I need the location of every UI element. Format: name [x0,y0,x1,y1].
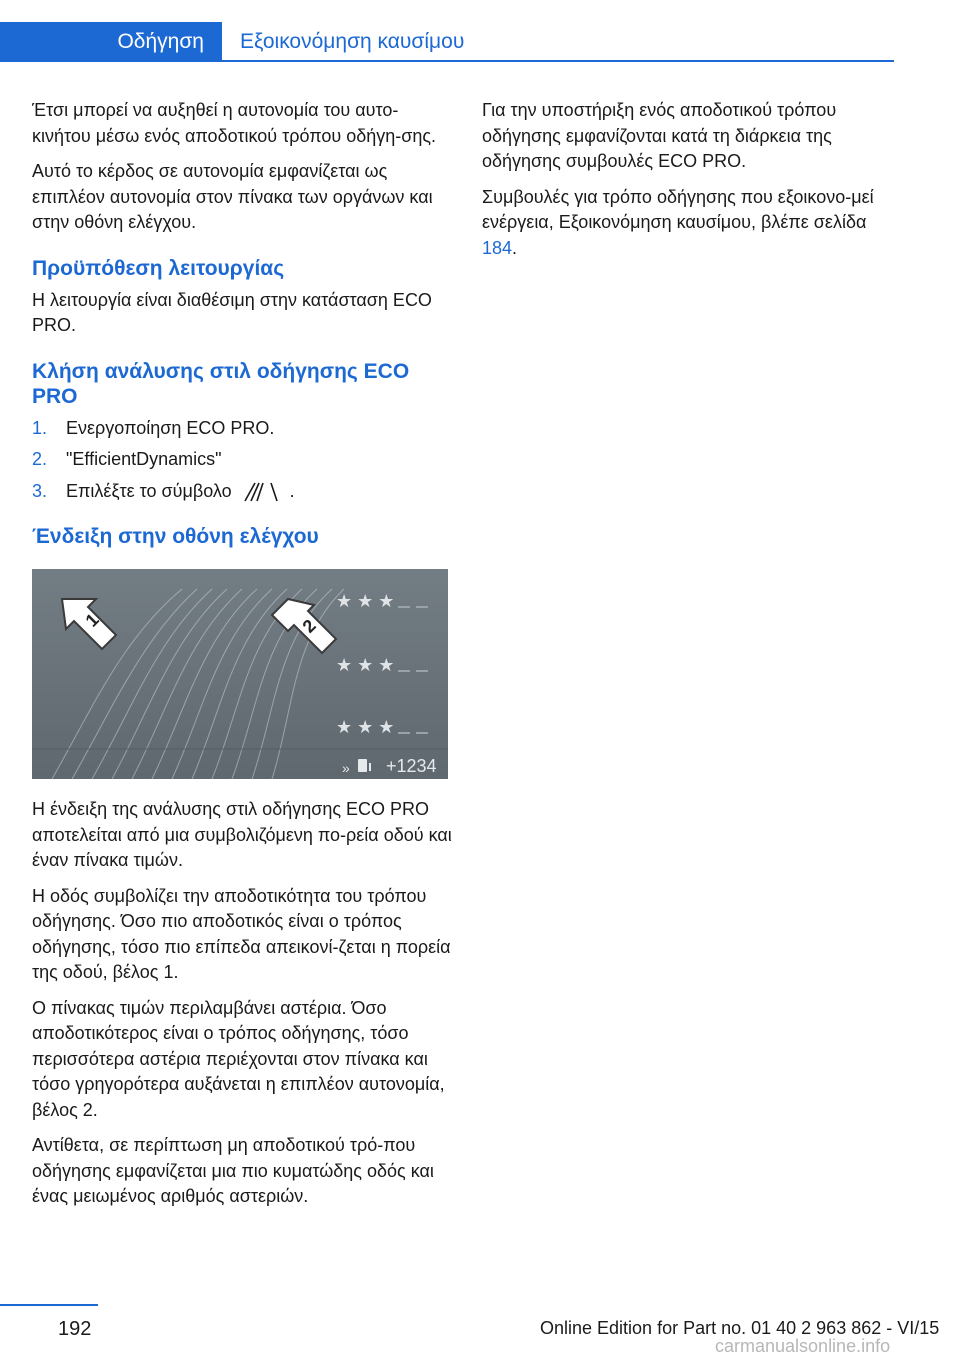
intro-paragraph-2: Αυτό το κέρδος σε αυτονομία εμφανίζεται ως επιπλέον αυτονομία στον πίνακα των οργάνων και στην οθόνη ελέγχου. [32,161,433,232]
page-link[interactable]: 184 [482,237,513,258]
page-header [0,0,960,62]
chapter-tab[interactable]: Οδήγηση [0,22,222,62]
description-paragraph-3: Ο πίνακας τιμών περιλαμβάνει αστέρια. Όσο αποδοτικότερος είναι ο τρόπος οδήγησης, τόσο περισσότερα αστέρια περιέχονται στον πίνακα και τόσο γρηγορότερα αυξάνεται η επιπλέον αυτονομία, βέλος 2. [32,997,445,1120]
heading-call-analysis: Κλήση ανάλυσης στιλ οδήγησης ECO PRO [32,359,410,408]
page-number: 192 [58,1318,92,1340]
cross-reference-paragraph [482,185,902,262]
steps-list [32,416,452,505]
arrow-2-label: 2 [298,615,320,637]
driving-style-icon [243,481,279,503]
step-suffix: . [289,480,295,501]
heading-prerequisite: Προϋπόθεση λειτουργίας [32,256,285,280]
eco-pro-display-figure [32,569,448,779]
section-tab[interactable]: Εξοικονόμηση καυσίμου [240,30,465,53]
star-row-2: ★ ★ ★ [336,655,395,675]
step-number: 1. [32,417,48,438]
watermark: carmanualsonline.info [715,1336,891,1356]
step-number: 2. [32,449,48,469]
eco-tips-paragraph: Για την υποστήριξη ενός αποδοτικού τρόπου οδήγησης εμφανίζονται κατά τη διάρκεια της οδήγησης συμβουλές ECO PRO. [482,100,837,171]
cross-reference-end: . [512,237,518,258]
step-text: Επιλέξτε το σύμβολο [66,480,232,501]
step-text: Ενεργοποίηση ECO PRO. [66,417,275,438]
star-row-3: ★ ★ ★ [336,717,395,737]
step-number: 3. [32,480,48,501]
footer-rule [0,1304,98,1306]
prerequisite-text: Η λειτουργία είναι διαθέσιμη στην κατάσταση ECO PRO. [32,289,432,335]
step-item [32,416,452,442]
range-gain-value: +1234 [386,756,437,776]
left-column [32,98,452,1220]
right-column [482,98,902,271]
description-paragraph-1: Η ένδειξη της ανάλυσης στιλ οδήγησης ECO PRO αποτελείται από μια συμβολιζόμενη πο‐ρεία οδού και έναν πίνακα τιμών. [32,799,452,870]
step-text: "EfficientDynamics" [66,449,222,469]
intro-paragraph-1: Έτσι μπορεί να αυξηθεί η αυτονομία του αυτο‐κινήτου μέσω ενός αποδοτικού τρόπου οδήγη‐σης. [32,100,437,146]
edition-text: Online Edition for Part no. 01 40 2 963 862 - VI/15 [540,1318,940,1338]
cross-reference-text: Συμβουλές για τρόπο οδήγησης που εξοικονο‐μεί ενέργεια, Εξοικονόμηση καυσίμου, βλέπε σελίδα [482,186,874,232]
arrow-1-label: 1 [81,609,103,631]
step-item [32,447,452,473]
header-rule [222,60,894,62]
step-item [32,479,452,505]
heading-display: Ένδειξη στην οθόνη ελέγχου [32,525,319,548]
description-paragraph-4: Αντίθετα, σε περίπτωση μη αποδοτικού τρό‐που οδήγησης εμφανίζεται μια πιο κυματώδης οδός και ένας μειωμένος αριθμός αστεριών. [32,1135,434,1206]
svg-text:»: » [342,760,350,776]
star-row-1: ★ ★ ★ [336,591,395,611]
description-paragraph-2: Η οδός συμβολίζει την αποδοτικότητα του τρόπου οδήγησης. Όσο πιο αποδοτικός είναι ο τρόπος οδήγησης, τόσο πιο επίπεδα απεικονί‐ζεται η πορεία της οδού, βέλος 1. [32,885,451,982]
